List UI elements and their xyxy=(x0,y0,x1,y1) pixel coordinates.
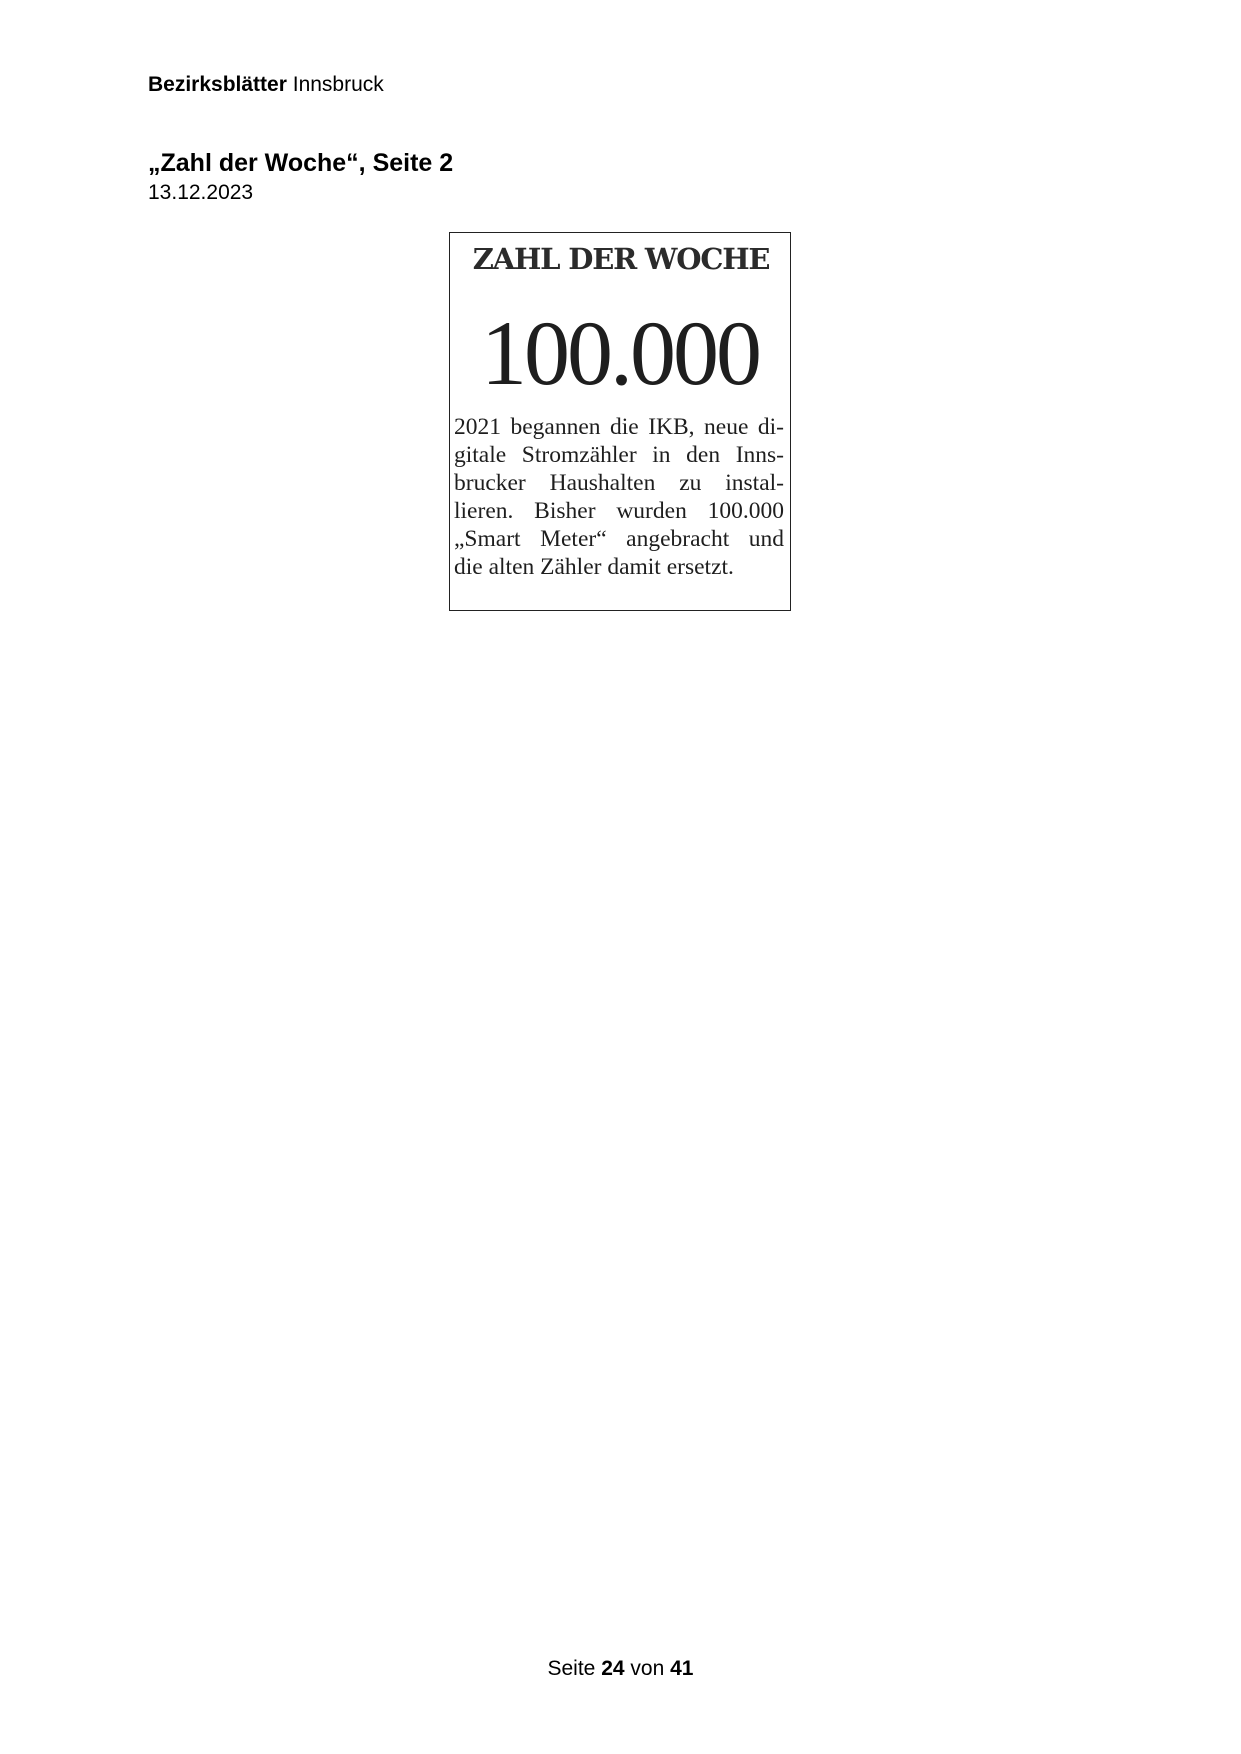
page-footer xyxy=(0,1656,1241,1682)
clipping-body-line: „Smart Meter“ angebracht und xyxy=(454,526,784,552)
publication-region: Innsbruck xyxy=(292,73,384,96)
clipping-body-line: gitale Stromzähler in den Inns- xyxy=(454,442,784,468)
current-page-number: 24 xyxy=(601,1657,625,1680)
clipping-body-line: brucker Haushalten zu instal- xyxy=(454,470,784,496)
clipping-body-line: 2021 begannen die IKB, neue di- xyxy=(454,414,784,440)
article-title: „Zahl der Woche“, Seite 2 xyxy=(148,149,454,177)
publication-name: Bezirksblätter xyxy=(148,73,287,96)
page-footer-prefix: Seite xyxy=(547,1657,596,1680)
total-pages-number: 41 xyxy=(670,1657,694,1680)
clipping-number: 100.000 xyxy=(481,302,759,404)
newspaper-clipping xyxy=(449,232,791,611)
clipping-body-line: die alten Zähler damit ersetzt. xyxy=(454,554,734,580)
page-footer-separator: von xyxy=(630,1657,665,1680)
clipping-heading: ZAHL DER WOCHE xyxy=(472,242,770,276)
clipping-body xyxy=(454,413,784,581)
clipping-body-line: lieren. Bisher wurden 100.000 xyxy=(454,498,784,524)
article-date: 13.12.2023 xyxy=(148,181,254,204)
publication-line xyxy=(148,72,384,98)
